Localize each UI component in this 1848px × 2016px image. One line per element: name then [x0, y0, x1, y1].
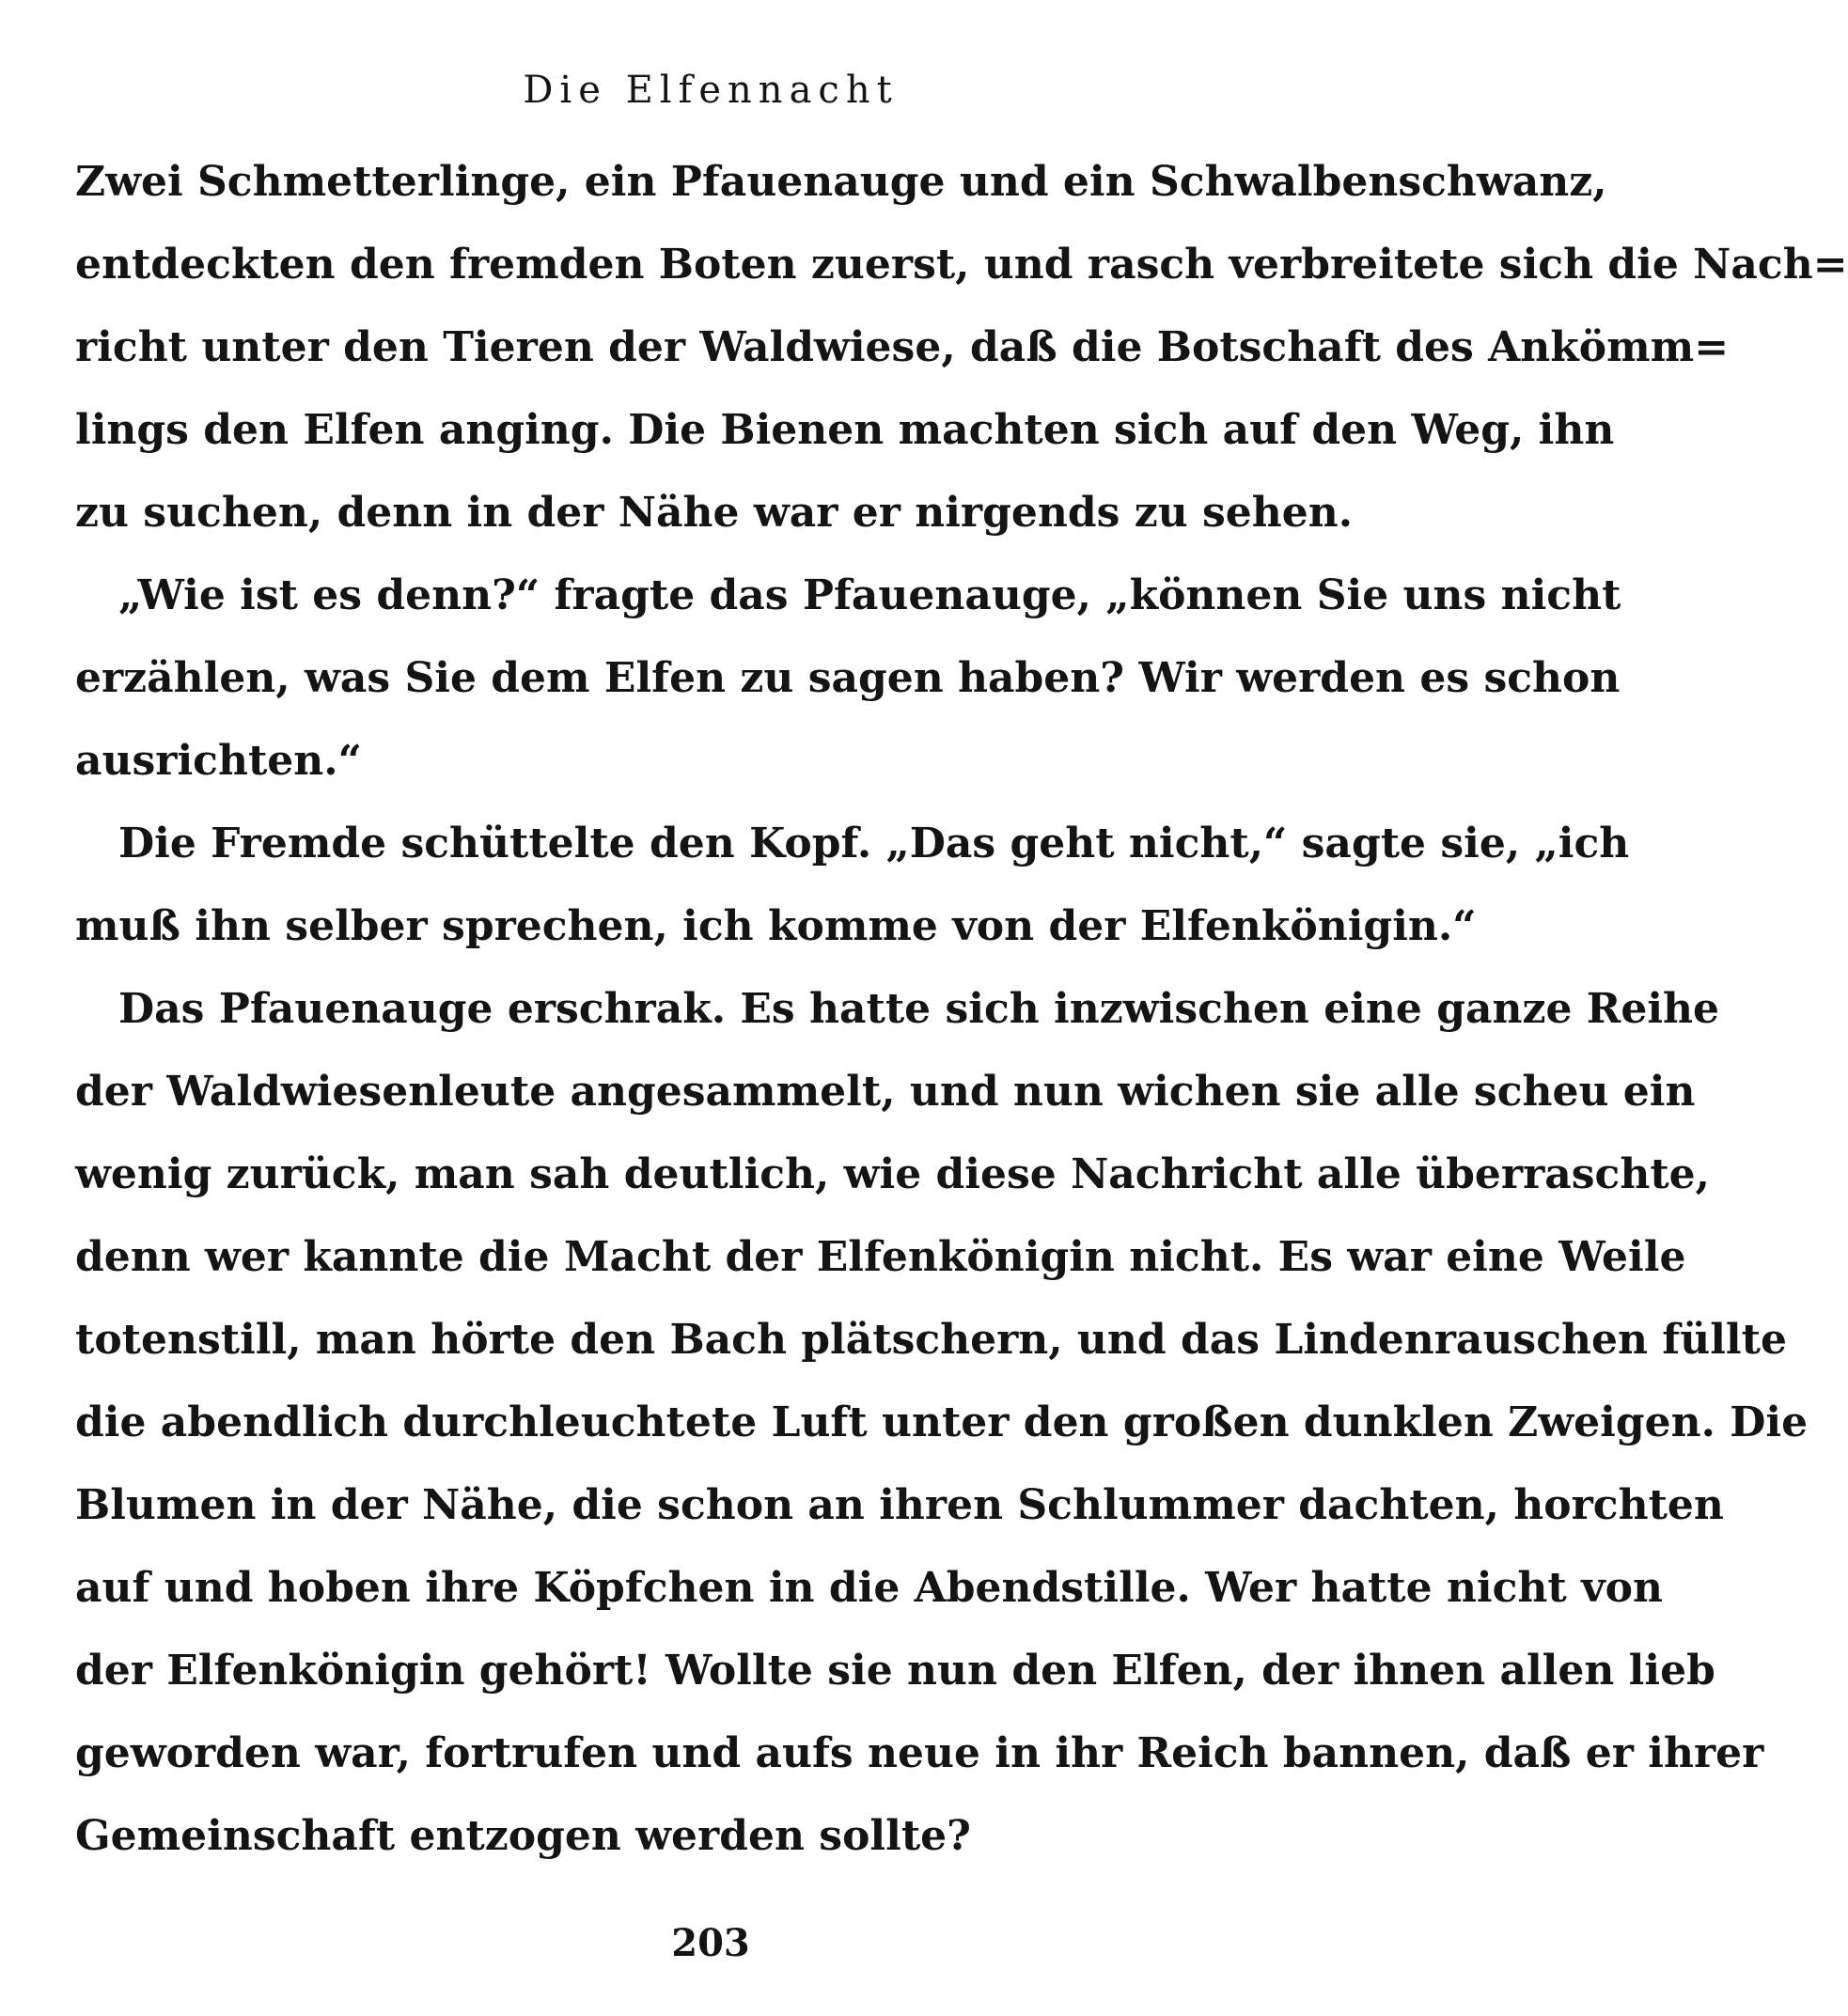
text-line: zu suchen, denn in der Nähe war er nirgends zu sehen.: [75, 489, 1354, 537]
text-line: muß ihn selber sprechen, ich komme von der Elfenkönigin.“: [75, 902, 1477, 950]
text-line: wenig zurück, man sah deutlich, wie diese Nachricht alle überraschte,: [75, 1150, 1710, 1198]
text-line: „Wie ist es denn?“ fragte das Pfauenauge, „können Sie uns nicht: [118, 571, 1621, 619]
text-line: der Waldwiesenleute angesammelt, und nun wichen sie alle scheu ein: [75, 1068, 1696, 1116]
text-line: entdeckten den fremden Boten zuerst, und rasch verbreitete sich die Nach=: [75, 241, 1848, 289]
running-head-title: Die Elfennacht: [523, 69, 899, 112]
text-line: Die Fremde schüttelte den Kopf. „Das geht nicht,“ sagte sie, „ich: [118, 820, 1630, 867]
text-line: auf und hoben ihre Köpfchen in die Abendstille. Wer hatte nicht von: [75, 1564, 1663, 1612]
text-line: der Elfenkönigin gehört! Wollte sie nun den Elfen, der ihnen allen lieb: [75, 1647, 1715, 1695]
text-line: richt unter den Tieren der Waldwiese, daß die Botschaft des Ankömm=: [75, 323, 1730, 371]
text-line: lings den Elfen anging. Die Bienen machten sich auf den Weg, ihn: [75, 406, 1615, 454]
page-number: 203: [671, 1921, 750, 1965]
text-line: Gemeinschaft entzogen werden sollte?: [75, 1812, 971, 1860]
body-text: [75, 141, 1848, 1878]
text-line: die abendlich durchleuchtete Luft unter den großen dunklen Zweigen. Die: [75, 1399, 1809, 1446]
text-line: Blumen in der Nähe, die schon an ihren Schlummer dachten, horchten: [75, 1481, 1724, 1529]
text-line: Zwei Schmetterlinge, ein Pfauenauge und ein Schwalbenschwanz,: [75, 158, 1607, 206]
text-line: erzählen, was Sie dem Elfen zu sagen haben? Wir werden es schon: [75, 654, 1621, 702]
text-line: denn wer kannte die Macht der Elfenkönigin nicht. Es war eine Weile: [75, 1233, 1686, 1281]
text-line: ausrichten.“: [75, 737, 362, 785]
text-line: Das Pfauenauge erschrak. Es hatte sich inzwischen eine ganze Reihe: [118, 985, 1720, 1033]
text-line: totenstill, man hörte den Bach plätschern, und das Lindenrauschen füllte: [75, 1316, 1787, 1364]
text-line: geworden war, fortrufen und aufs neue in ihr Reich bannen, daß er ihrer: [75, 1729, 1764, 1777]
